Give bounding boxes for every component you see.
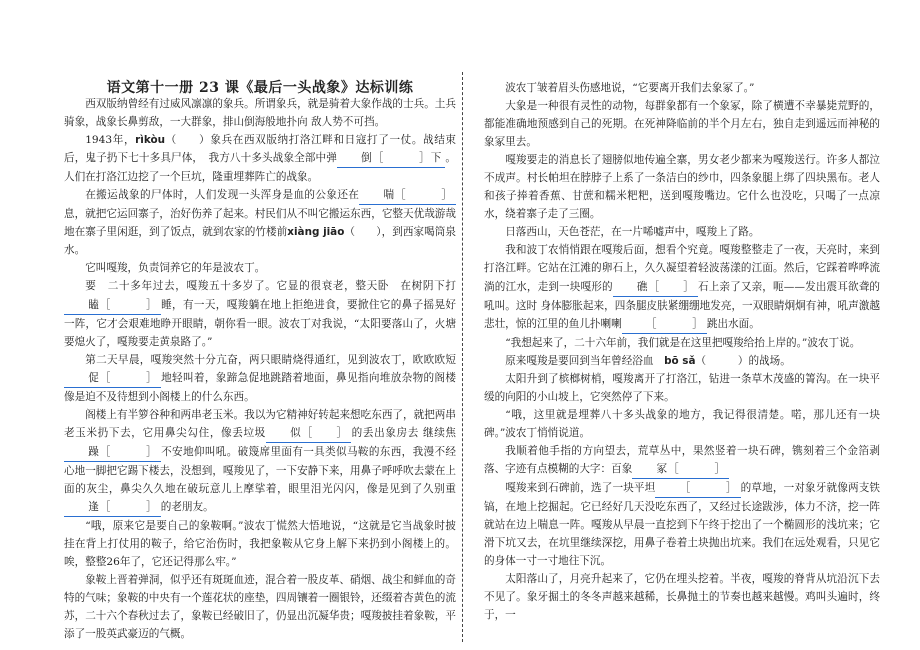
right-paragraph-r9 (484, 406, 880, 442)
page-title: 语文第十一册 23 课《最后一头战象》达标训练 (106, 80, 414, 96)
text-run: 大象是一种很有灵性的动物，每群象都有一个象冢，除了横遭不幸暴毙荒野的，都能准确地预感到自己的死期。在死神降临前的半个月左右，独自走到遥远而神秘的象冢里去。 (484, 100, 880, 149)
left-paragraph-p4 (64, 259, 456, 277)
text-run: 息，就把它运回寨子，治好伤养了起来。村民们从不叫它搬运东西，它整天优哉游哉地在寨子里闲逛，到了饭点，就到农家的竹楼前 (64, 208, 456, 239)
text-run: 石上亲了又亲，呃——发出震耳欲聋的吼叫。这时 身体膨胀起来，四条腿皮肤紧绷绷地发亮，一双眼睛炯炯有神，吼声激越悲壮，惊的江里的鱼儿扑喇喇 (484, 280, 881, 330)
pinyin-prompt: rìkòu (135, 134, 165, 147)
fill-in-blank[interactable]: 倒［ ］下 (337, 149, 445, 168)
left-paragraph-p5 (64, 277, 456, 350)
left-paragraph-p6 (64, 351, 456, 406)
text-run: 它叫嘎羧，负责饲养它的年是波农丁。 (85, 262, 266, 275)
fill-in-blank[interactable]: ［ ］ (655, 479, 740, 498)
text-run: （ ），到西家喝筒泉水。 (64, 226, 457, 257)
text-run: 嘎羧来到石碑前，选了一块平坦 (505, 482, 656, 495)
fill-in-blank[interactable]: 冢［ ］ (632, 460, 729, 479)
text-run: 在搬运战象的尸体时，人们发现一头浑身是血的公象还在 (85, 189, 360, 202)
text-run: 地轻叫着，象蹄急促地跳踏着地面，鼻见指向堆放杂物的阁楼像是迫不及待想到小阁楼上的什么东西。 (64, 371, 456, 403)
right-paragraph-r8 (484, 370, 880, 406)
left-paragraph-p3 (64, 186, 456, 259)
left-paragraph-p2 (64, 131, 456, 186)
text-run: 要 二十多年过去，嘎羧五十多岁了。它显的很衰老，整天卧 在树阴下打 (85, 280, 456, 293)
text-run: （ ）象兵在西双版纳打洛江畔和日寇打了一仗。战结束后，鬼子扔下七十多具尸体， 我方八十多头战象全部中弹 (64, 134, 456, 165)
right-column (484, 79, 880, 624)
text-run: 西双版纳曾经有过威风凛凛的象兵。所谓象兵，就是骑着大象作战的士兵。土兵骑象，战象长鼻剪敌，一大群象，排山倒海般地扑向 敌人势不可挡。 (64, 98, 456, 129)
left-paragraph-p9 (64, 571, 456, 643)
fill-in-blank[interactable]: 逢［ ］ (64, 498, 161, 517)
pinyin-prompt: bō sǎ (664, 354, 696, 367)
text-run: 太阳升到了槟榔树梢，嘎羧离开了打洛江，钻进一条草木茂盛的箐沟。在一块平缓的向阳的小山坡上，它突然停了下来。 (484, 372, 880, 403)
text-run: 的老朋友。 (160, 501, 214, 514)
text-run: 阁楼上有半箩谷种和两串老玉米。我以为它精神好转起来想吃东西了，就把两串老玉米扔下去，它用鼻尖勾住，像丢垃圾 (64, 408, 456, 439)
text-run: “哦，这里就是埋葬八十多头战象的地方，我记得很清楚。喏，那儿还有一块碑。”波农丁悄悄说道。 (484, 408, 880, 439)
right-paragraph-r7 (484, 352, 880, 370)
right-paragraph-r6 (484, 334, 880, 352)
right-paragraph-r2 (484, 97, 880, 151)
text-run: 不安地仰叫吼。破篾席里面有一具类似马鞍的东西，我漫不经心地一脚把它踢下楼去，没想到，嘎羧见了，一下安静下来，用鼻子呼呼吹去蒙在上面的灰尘，鼻尖久久地在破玩意儿上摩挲着，眼里泪光闪闪，像是见到了久别重 (64, 445, 456, 495)
fill-in-blank[interactable]: 似［ ］ (266, 424, 351, 443)
text-run: “哦，原来它是要自己的象鞍啊。”波农丁慌然大悟地说，“这就是它当战象时披挂在背上打仗用的鞍子，给它治伤时，我把象鞍从它身上解下来扔到小阁楼上的。唉，整整26年了，它还记得那么牢。” (64, 520, 456, 569)
text-run: “我想起来了，二十六年前，我们就是在这里把嘎羧给抬上岸的。”波农丁说。 (505, 336, 861, 349)
right-paragraph-r4 (484, 223, 880, 241)
right-paragraph-r5 (484, 241, 880, 333)
text-run: 1943年， (85, 134, 136, 147)
column-divider (462, 72, 463, 642)
text-run: 嘎羧要走的消息长了翅膀似地传遍全寨，男女老少都来为嘎羧送行。许多人都泣不成声。村长帕坦在脖脖子上系了一条洁白的纱巾，四条象腿上绑了四块黑布。老人和孩子捧着香蕉、甘蔗和糯米粑粑，送到嘎羧嘴边。它什么也没吃，只喝了一点凉水，绕着寨子走了三圈。 (484, 154, 880, 221)
fill-in-blank[interactable]: 喘［ ］ (359, 186, 456, 205)
text-run: （ ）的战场。 (695, 354, 791, 367)
fill-in-blank[interactable]: 促［ ］ (64, 369, 161, 388)
text-run: 的丢出象房去 继续焦 (351, 426, 457, 439)
fill-in-blank[interactable]: ［ ］ (622, 315, 707, 334)
text-run: 波农丁皱着眉头伤感地说，“它要离开我们去象冢了。” (505, 82, 755, 94)
text-run: 跳出水面。 (706, 317, 760, 330)
text-run: 我顺着他手指的方向望去，荒草丛中，果然竖着一块石碑，镌刻着三个金箔剥落、字迹有点模糊的大字：百象 (484, 444, 880, 475)
right-paragraph-r3 (484, 151, 880, 223)
pinyin-prompt: xiàng jiāo (287, 226, 345, 239)
text-run: 原来嘎羧是要回到当年曾经浴血 (505, 354, 665, 367)
text-run: 第二天早晨，嘎羧突然十分亢奋，两只眼睛烧得通红，见到波农丁，欧欧欧短 (85, 353, 456, 366)
left-paragraph-p7 (64, 406, 456, 517)
text-run: 日落西山，天色苍茫，在一片唏嘘声中，嘎羧上了路。 (505, 226, 760, 239)
right-paragraph-r11 (484, 479, 880, 570)
text-run: 太阳落山了，月亮升起来了，它仍在埋头挖着。半夜，嘎羧的脊背从坑沿沉下去不见了。象牙掘土的冬冬声越来越稀，长鼻抛土的节奏也越来越慢。鸡叫头遍时，终于，一 (484, 573, 880, 622)
text-run: 。人们在打洛江边挖了一个巨坑，隆重埋葬阵亡的战象。 (64, 152, 456, 184)
text-run: 的草地，一对象牙就像两支铁镐，在地上挖掘起。它已经好几天没吃东西了，又经过长途跋涉，体力不济，挖一阵就站在边上喘息一阵。嘎羧从早晨一直挖到下午终于挖出了一个椭圆形的浅坑来；它滑下坑又去，在坑里继续深挖，用鼻子卷着土块抛出坑来。我们在远处观看，只见它的身体一寸一寸地往下沉。 (484, 482, 881, 568)
right-paragraph-r1 (484, 79, 880, 97)
right-paragraph-r10 (484, 442, 880, 479)
fill-in-blank[interactable]: 礁［ ］ (613, 278, 698, 297)
text-run: 象鞍上晋着弹洞，似乎还有斑斑血迹，混合着一股皮革、硝烟、战尘和鲜血的奇特的气味；象鞍的中央有一个莲花状的座垫，四周镶着一圈银铃，还缀着杏黄色的流苏，二十六个春秋过去了，象鞍已经破旧了，仍显出沉凝华贵；嘎羧披挂着象鞍，平添了一股英武豪迈的气概。 (64, 574, 456, 641)
right-paragraph-r12 (484, 570, 880, 624)
text-run: 睡，有一天，嘎羧躺在地上拒绝进食，要掀住它的鼻子摇晃好一阵，它才会艰难地睁开眼睛，朝你看一眼。波农丁对我说，“太阳要落山了，火塘要熄火了，嘎羧要走黄泉路了。” (64, 298, 456, 348)
left-column (64, 95, 456, 643)
left-paragraph-p8 (64, 517, 456, 571)
fill-in-blank[interactable]: 瞌［ ］ (64, 296, 161, 315)
fill-in-blank[interactable]: 躁［ ］ (64, 443, 161, 462)
left-paragraph-p1 (64, 95, 456, 131)
text-run: 我和波丁农悄悄跟在嘎羧后面，想看个究竟。嘎羧整整走了一夜，天亮时，来到打洛江畔。它站在江滩的卵石上，久久凝望着轻波荡漾的江面。然后，它踩着哗哗流淌的江水，走到一块嘎形的 (484, 244, 880, 293)
